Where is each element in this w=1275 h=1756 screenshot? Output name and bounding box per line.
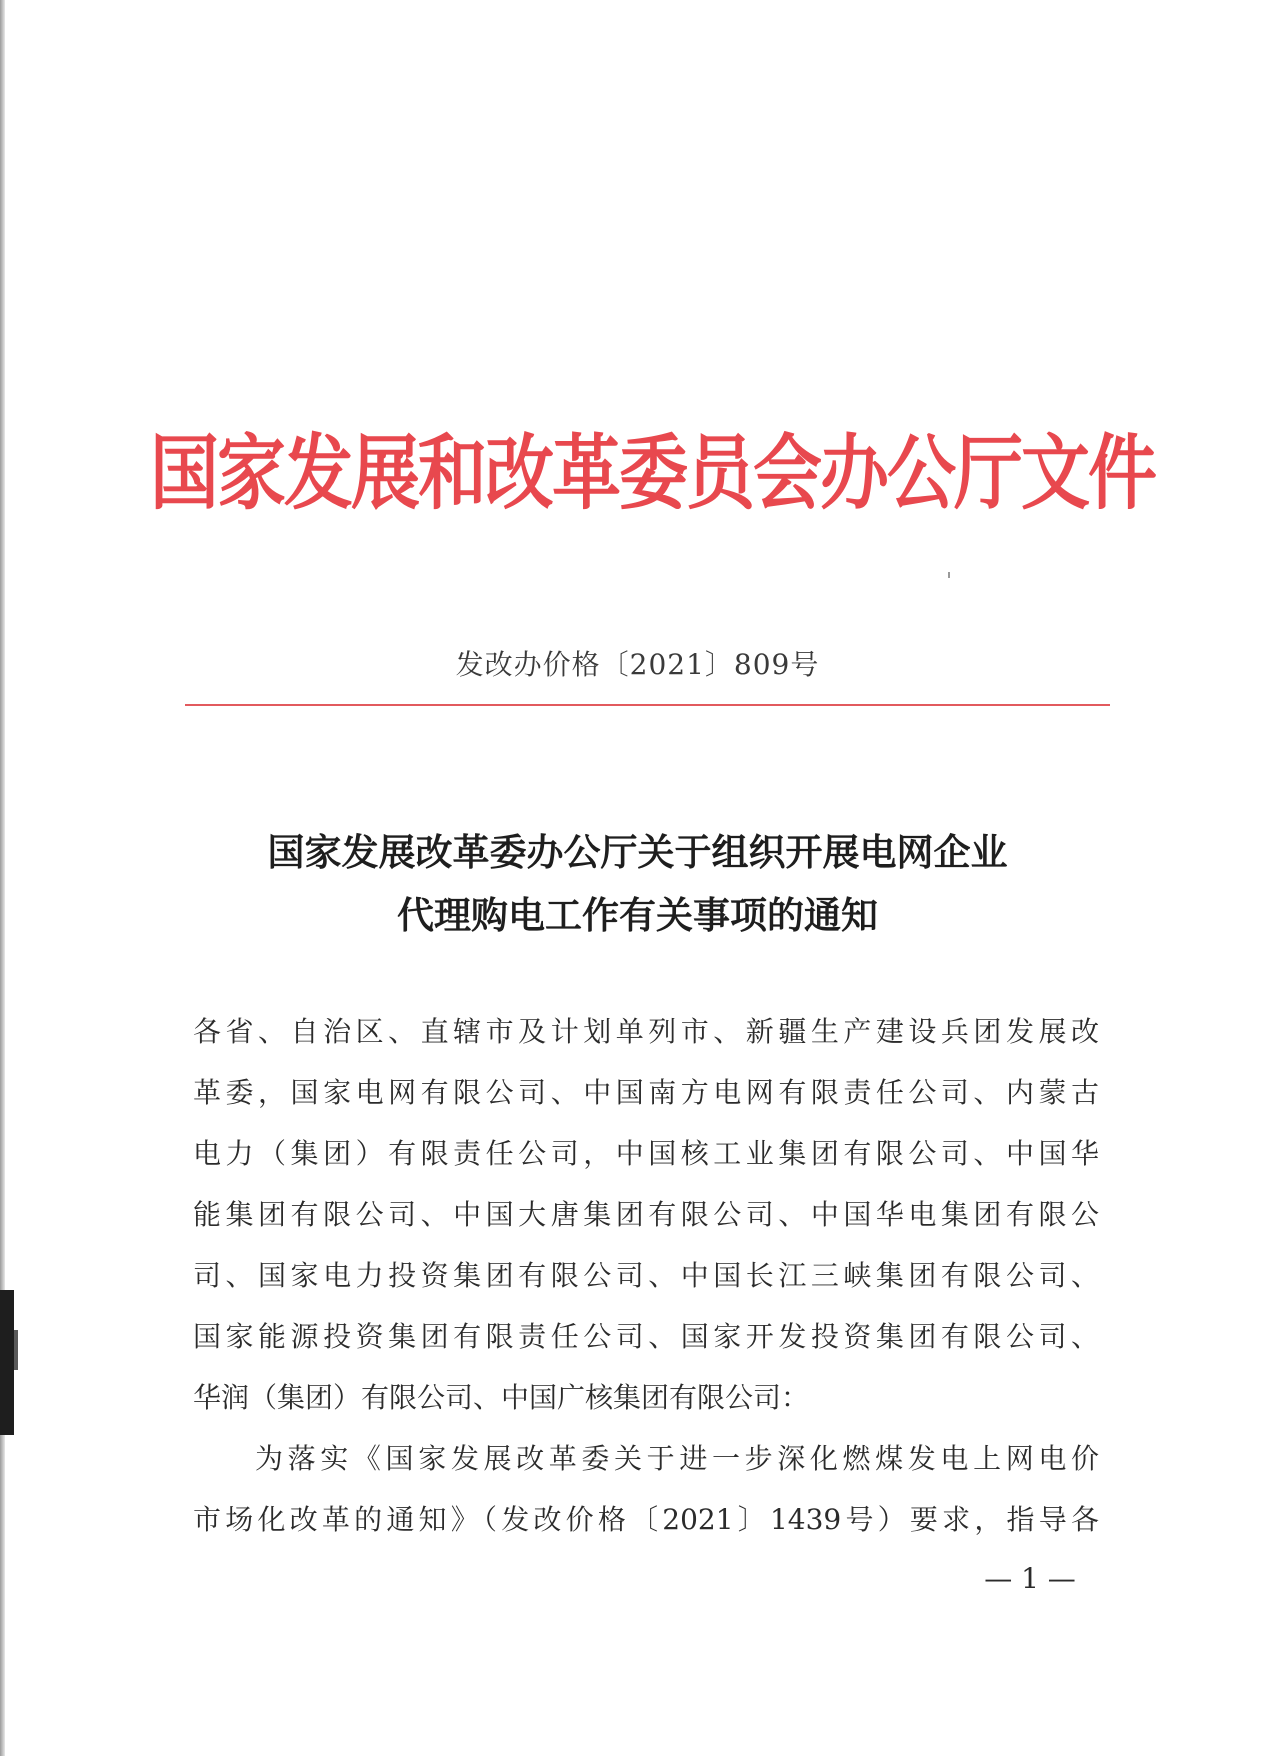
notice-title-line-1: 国家发展改革委办公厅关于组织开展电网企业 [267,830,1008,874]
scan-edge-mark-secondary [14,1330,18,1370]
scan-edge-mark [0,1290,14,1435]
body-paragraph-2-line-2: 市场化改革的通知》（发改价格〔2021〕1439号）要求，指导各 [193,1503,1099,1536]
page-number: — 1 — [984,1562,1076,1595]
notice-title-line-2: 代理购电工作有关事项的通知 [397,893,878,937]
body-line-3: 电力（集团）有限责任公司，中国核工业集团有限公司、中国华 [193,1137,1099,1170]
document-number: 发改办价格〔2021〕809号 [455,648,820,681]
scan-edge-left [0,0,5,1756]
body-line-6: 国家能源投资集团有限责任公司、国家开发投资集团有限公司、 [193,1320,1099,1353]
body-paragraph-2-line-1: 为落实《国家发展改革委关于进一步深化燃煤发电上网电价 [255,1442,1099,1475]
scan-speck [948,572,950,578]
issuer-title: 国家发展和改革委员会办公厅文件 [150,426,1155,522]
body-line-4: 能集团有限公司、中国大唐集团有限公司、中国华电集团有限公 [193,1198,1099,1231]
body-line-7: 华润（集团）有限公司、中国广核集团有限公司： [193,1381,810,1414]
body-line-1: 各省、自治区、直辖市及计划单列市、新疆生产建设兵团发展改 [193,1015,1099,1048]
red-divider-line [185,704,1110,706]
body-line-2: 革委，国家电网有限公司、中国南方电网有限责任公司、内蒙古 [193,1076,1099,1109]
body-line-5: 司、国家电力投资集团有限公司、中国长江三峡集团有限公司、 [193,1259,1099,1292]
